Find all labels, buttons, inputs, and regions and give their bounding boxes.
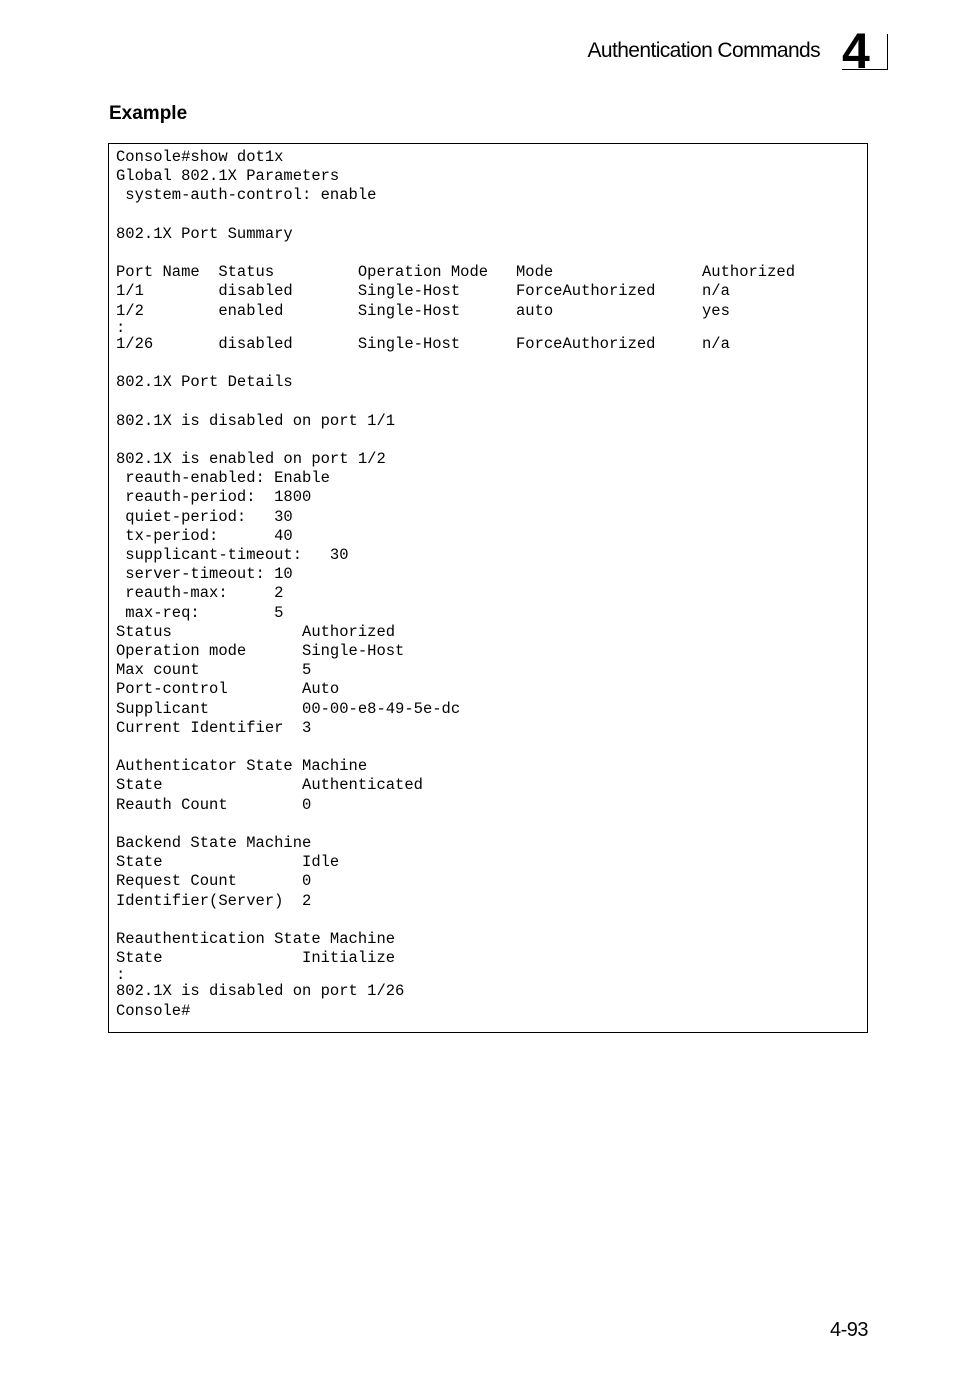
console-line: Authenticator State Machine [116, 757, 368, 776]
console-line: Global 802.1X Parameters [116, 167, 340, 186]
console-output-box [108, 143, 868, 1033]
console-line: 1/26 disabled Single-Host ForceAuthorized n/a [116, 334, 730, 353]
console-line: 1/1 disabled Single-Host ForceAuthorized n/a [116, 282, 730, 301]
console-line: 1/2 enabled Single-Host auto yes [116, 301, 730, 320]
console-line [116, 244, 867, 263]
console-line: Console#show dot1x [116, 148, 284, 166]
console-line: State Idle [116, 853, 340, 872]
console-line: 802.1X Port Details [116, 373, 293, 392]
console-line: Port-control Auto [116, 680, 340, 699]
console-line [116, 738, 867, 757]
console-line [116, 911, 867, 930]
console-line: State Initialize [116, 949, 396, 968]
console-line: Request Count 0 [116, 872, 312, 891]
console-ellipsis: : [116, 966, 126, 985]
console-line: system-auth-control: enable [116, 186, 377, 205]
console-line: 802.1X Port Summary [116, 224, 293, 243]
console-line: Operation mode Single-Host [116, 642, 405, 660]
chapter-number: 4 [842, 23, 870, 79]
console-line: quiet-period: 30 [116, 507, 293, 526]
console-line: Port Name Status Operation Mode Mode Authorized [116, 263, 796, 282]
console-line: 802.1X is disabled on port 1/1 [116, 411, 396, 430]
console-line: server-timeout: 10 [116, 565, 293, 584]
section-heading: Example [109, 103, 188, 124]
console-line: Reauth Count 0 [116, 795, 312, 814]
console-line: Console# [116, 1001, 191, 1020]
console-line: max-req: 5 [116, 603, 284, 622]
page-number: 4-93 [829, 1319, 868, 1341]
console-line: 802.1X is enabled on port 1/2 [116, 449, 386, 468]
running-header-title: Authentication Commands [587, 39, 820, 62]
console-line [116, 206, 867, 225]
console-line: State Authenticated [116, 776, 423, 795]
console-line: Identifier(Server) 2 [116, 891, 312, 910]
console-line: 802.1X is disabled on port 1/26 [116, 982, 405, 1001]
console-line: supplicant-timeout: 30 [116, 545, 349, 564]
console-line [116, 815, 867, 834]
console-line: tx-period: 40 [116, 526, 293, 545]
console-line [116, 354, 867, 373]
console-line [116, 392, 867, 411]
console-line: Status Authorized [116, 622, 396, 641]
console-line: reauth-period: 1800 [116, 488, 312, 507]
console-line: reauth-enabled: Enable [116, 469, 330, 488]
console-line [116, 431, 867, 450]
console-line: Supplicant 00-00-e8-49-5e-dc [116, 699, 461, 718]
console-line: Reauthentication State Machine [116, 930, 396, 948]
console-line: Backend State Machine [116, 834, 312, 852]
console-ellipsis: : [116, 318, 126, 337]
console-line: reauth-max: 2 [116, 584, 284, 603]
chapter-badge [842, 23, 888, 79]
console-line: Current Identifier 3 [116, 718, 312, 737]
console-line: Max count 5 [116, 661, 312, 680]
